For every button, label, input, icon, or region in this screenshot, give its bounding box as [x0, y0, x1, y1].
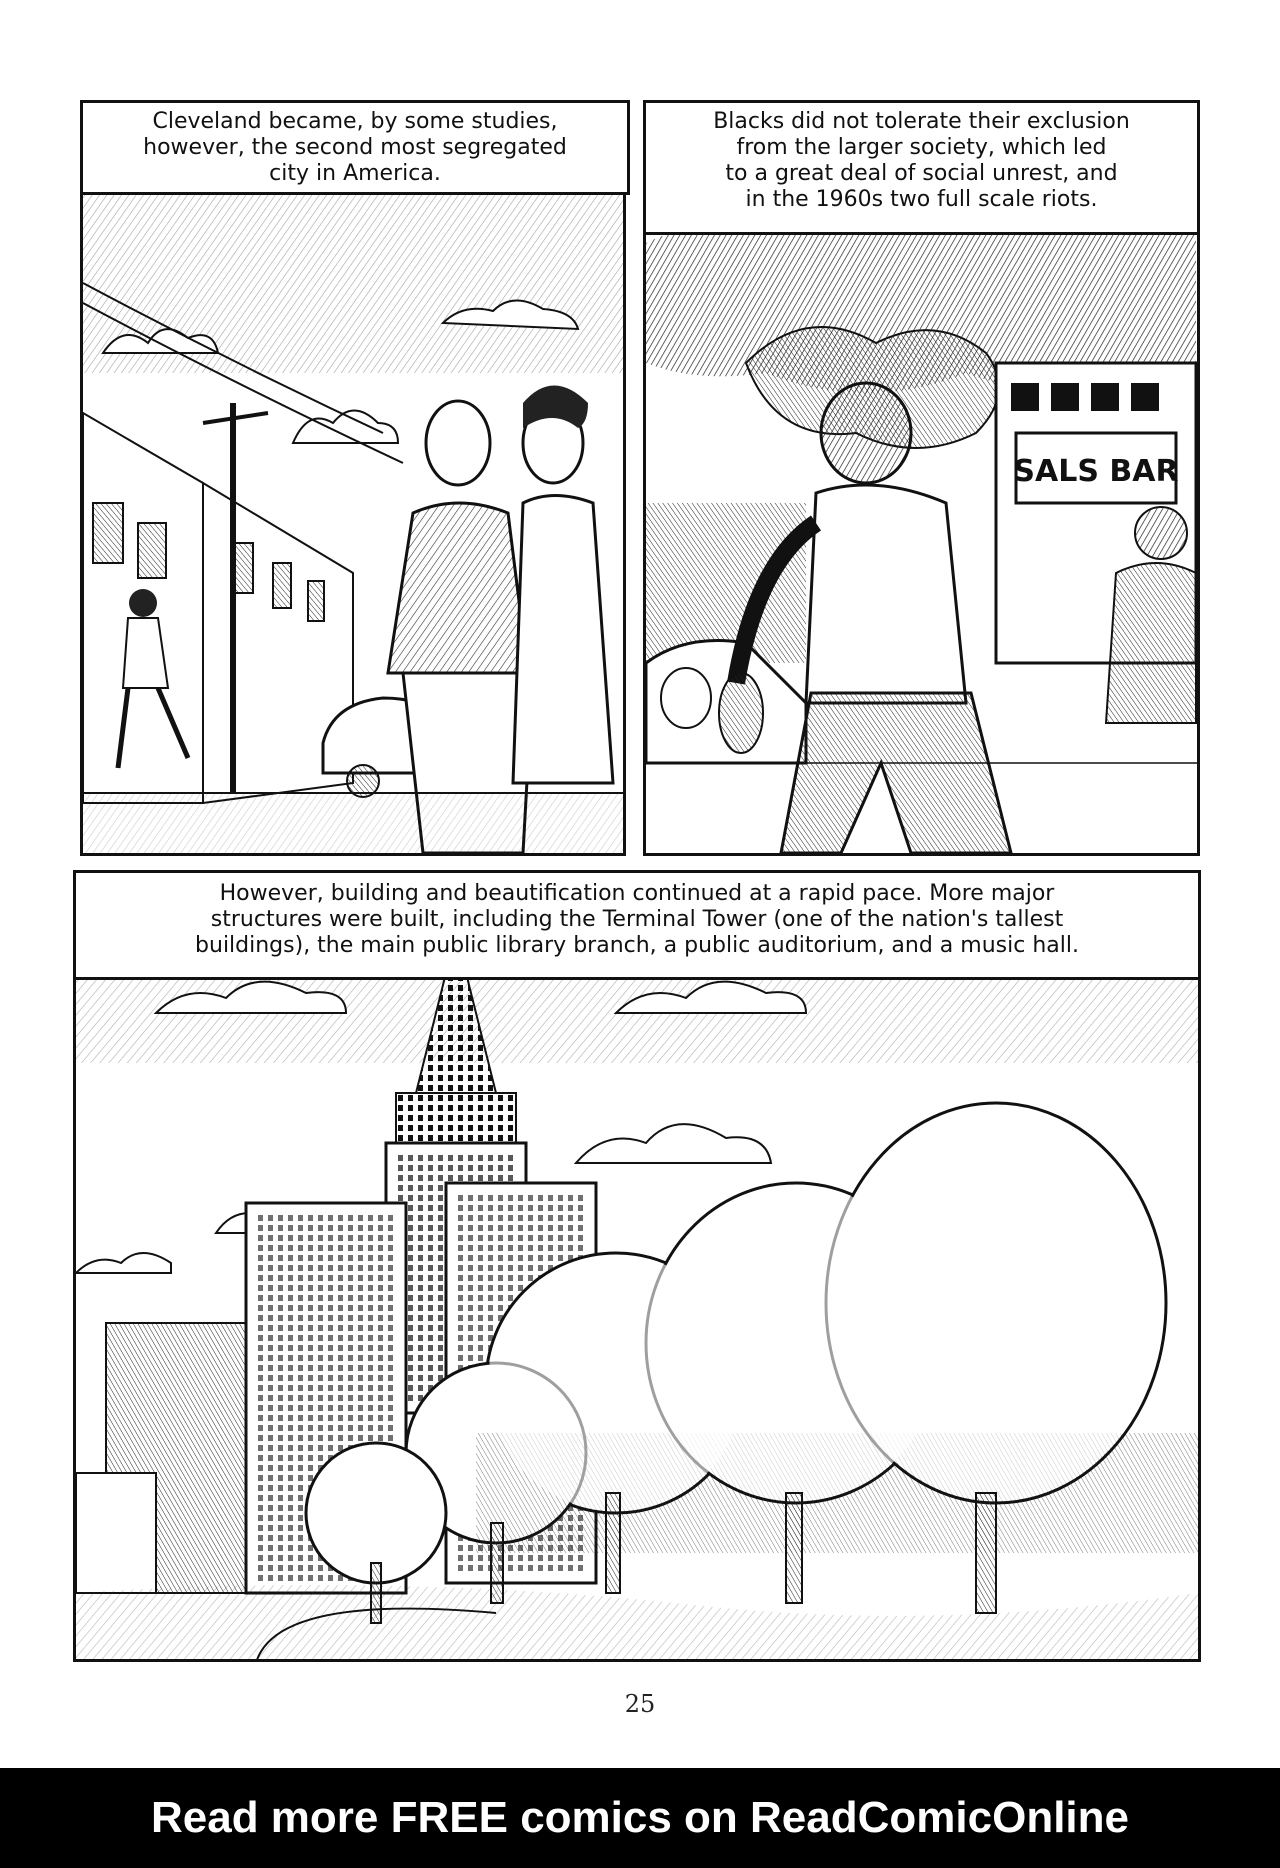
promo-banner-text: Read more FREE comics on ReadComicOnline [150, 1793, 1129, 1842]
bar-sign: SALS BAR [1013, 454, 1179, 489]
caption-line: from the larger society, which led [736, 135, 1107, 160]
panel-3-terminal-tower [73, 870, 1201, 1662]
caption-line: however, the second most segregated [143, 135, 567, 160]
panel-1-street-scene [80, 100, 626, 856]
street-scene-illustration [83, 103, 623, 853]
page-number: 25 [624, 1690, 656, 1718]
caption-panel-3 [73, 870, 1201, 980]
promo-banner[interactable] [0, 1768, 1280, 1868]
caption-line: However, building and beautification continued at a rapid pace. More major [219, 881, 1055, 906]
caption-panel-2 [643, 100, 1200, 235]
caption-panel-1 [80, 100, 630, 195]
caption-line: Blacks did not tolerate their exclusion [713, 109, 1130, 134]
caption-line: city in America. [269, 161, 441, 186]
caption-line: Cleveland became, by some studies, [152, 109, 558, 134]
terminal-tower-illustration [76, 873, 1198, 1659]
caption-line: buildings), the main public library branch, a public auditorium, and a music hall. [195, 933, 1079, 958]
caption-line: to a great deal of social unrest, and [725, 161, 1118, 186]
caption-line: structures were built, including the Terminal Tower (one of the nation's tallest [210, 907, 1064, 932]
caption-line: in the 1960s two full scale riots. [745, 187, 1098, 212]
